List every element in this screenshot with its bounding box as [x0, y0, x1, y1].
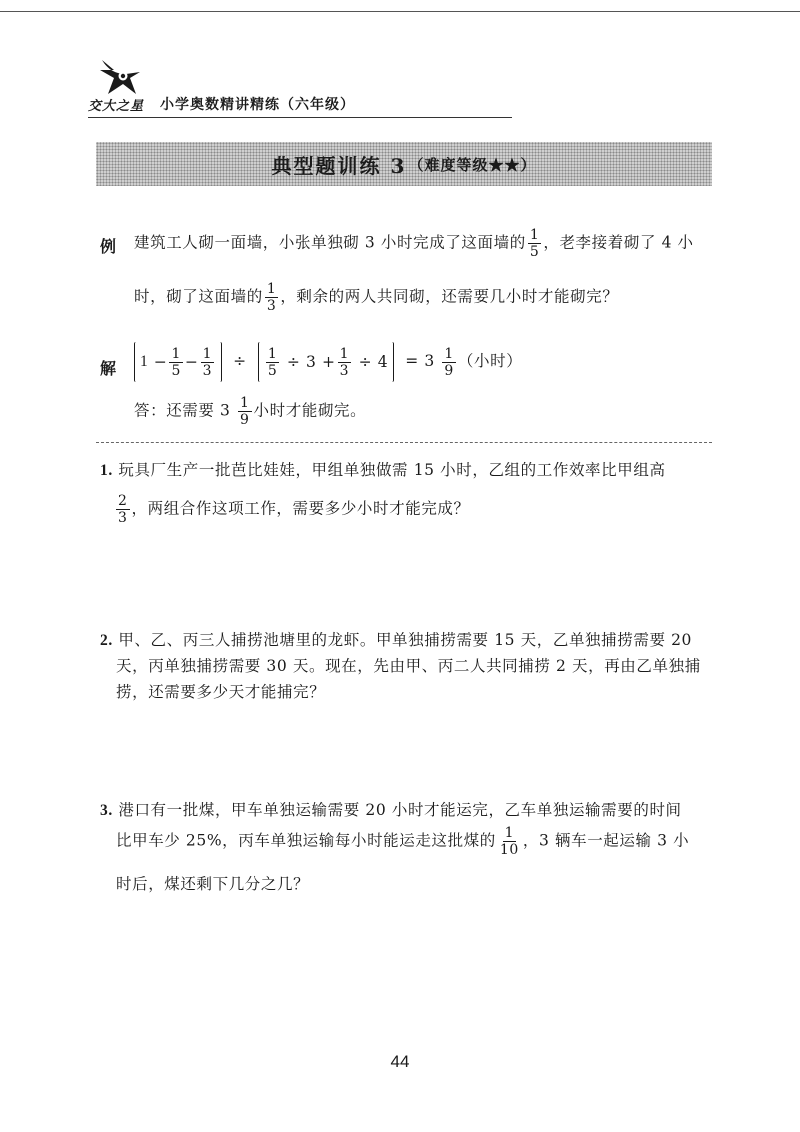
- fraction: $\frac{1}{10}$: [499, 825, 519, 858]
- question-3-line-1: 3. 港口有一批煤，甲车单独运输需要 20 小时才能运完，乙车单独运输需要的时间: [100, 801, 682, 819]
- book-title: 小学奥数精讲精练（六年级）: [160, 97, 355, 113]
- question-2-line-1: 2. 甲、乙、丙三人捕捞池塘里的龙虾。甲单独捕捞需要 15 天，乙单独捕捞需要 20: [100, 631, 692, 649]
- question-number: 2.: [100, 632, 113, 649]
- page-number: 44: [390, 1052, 410, 1071]
- fraction: $\frac{1}{3}$: [339, 345, 350, 379]
- bracket-group-1: 1 − $\frac{1}{5}$ − $\frac{1}{3}$: [134, 342, 222, 382]
- dashed-separator: [96, 442, 712, 443]
- question-1-line-1: 1. 玩具厂生产一批芭比娃娃，甲组单独做需 15 小时，乙组的工作效率比甲组高: [100, 461, 666, 479]
- fraction: $\frac{1}{5}$: [267, 345, 278, 379]
- question-1-line-2: $\frac{2}{3}$ ，两组合作这项工作，需要多少小时才能完成？: [118, 493, 470, 526]
- question-number: 3.: [100, 802, 113, 819]
- question-3-line-3: 时后，煤还剩下几分之几？: [116, 875, 310, 893]
- fraction: $\frac{1}{9}$: [444, 345, 454, 379]
- fraction: $\frac{2}{3}$: [118, 493, 128, 526]
- fraction: $\frac{1}{5}$: [171, 345, 181, 379]
- example-line-1: 建筑工人砌一面墙，小张单独砌 3 小时完成了这面墙的 $\frac{1}{5}$ ，老李接着砌了 4 小: [134, 227, 694, 260]
- fraction: $\frac{1}{9}$: [240, 395, 250, 428]
- bracket-group-2: $\frac{1}{5}$ ÷ 3 + $\frac{1}{3}$ ÷ 4: [258, 342, 394, 382]
- question-2-line-3: 捞，还需要多少天才能捕完？: [116, 683, 326, 701]
- solution-tag: 解: [100, 359, 117, 378]
- fraction: $\frac{1}{3}$: [266, 281, 277, 314]
- question-2-line-2: 天，丙单独捕捞需要 30 天。现在，先由甲、丙二人共同捕捞 2 天，再由乙单独捕: [116, 657, 701, 675]
- question-number: 1.: [100, 462, 113, 479]
- fraction: $\frac{1}{5}$: [529, 227, 540, 260]
- question-3-line-2: 比甲车少 25%，丙车单独运输每小时能运走这批煤的 $\frac{1}{10}$ ，3 辆车一起运输 3 小: [116, 825, 690, 858]
- top-border-line: [0, 11, 800, 12]
- section-banner: [96, 142, 712, 186]
- header-rule: [88, 117, 512, 118]
- solution-formula: 1 − $\frac{1}{5}$ − $\frac{1}{3}$ ÷ $\frac{1}{5}$ ÷ 3 + $\frac{1}{3}$ ÷ 4 = 3 $\frac{1}{9}$ （小时）: [134, 342, 522, 382]
- difficulty-label: （难度等级★★）: [408, 155, 537, 174]
- section-title: 典型题训练 3: [271, 153, 407, 178]
- star-logo-icon: [96, 54, 142, 96]
- fraction: $\frac{1}{3}$: [202, 345, 213, 379]
- brand-name: 交大之星: [88, 99, 145, 114]
- example-line-2: 时，砌了这面墙的 $\frac{1}{3}$ ，剩余的两人共同砌，还需要几小时才能砌完？: [134, 281, 619, 314]
- solution-answer: 答：还需要 3 $\frac{1}{9}$ 小时才能砌完。: [134, 395, 367, 428]
- example-tag: 例: [100, 237, 117, 256]
